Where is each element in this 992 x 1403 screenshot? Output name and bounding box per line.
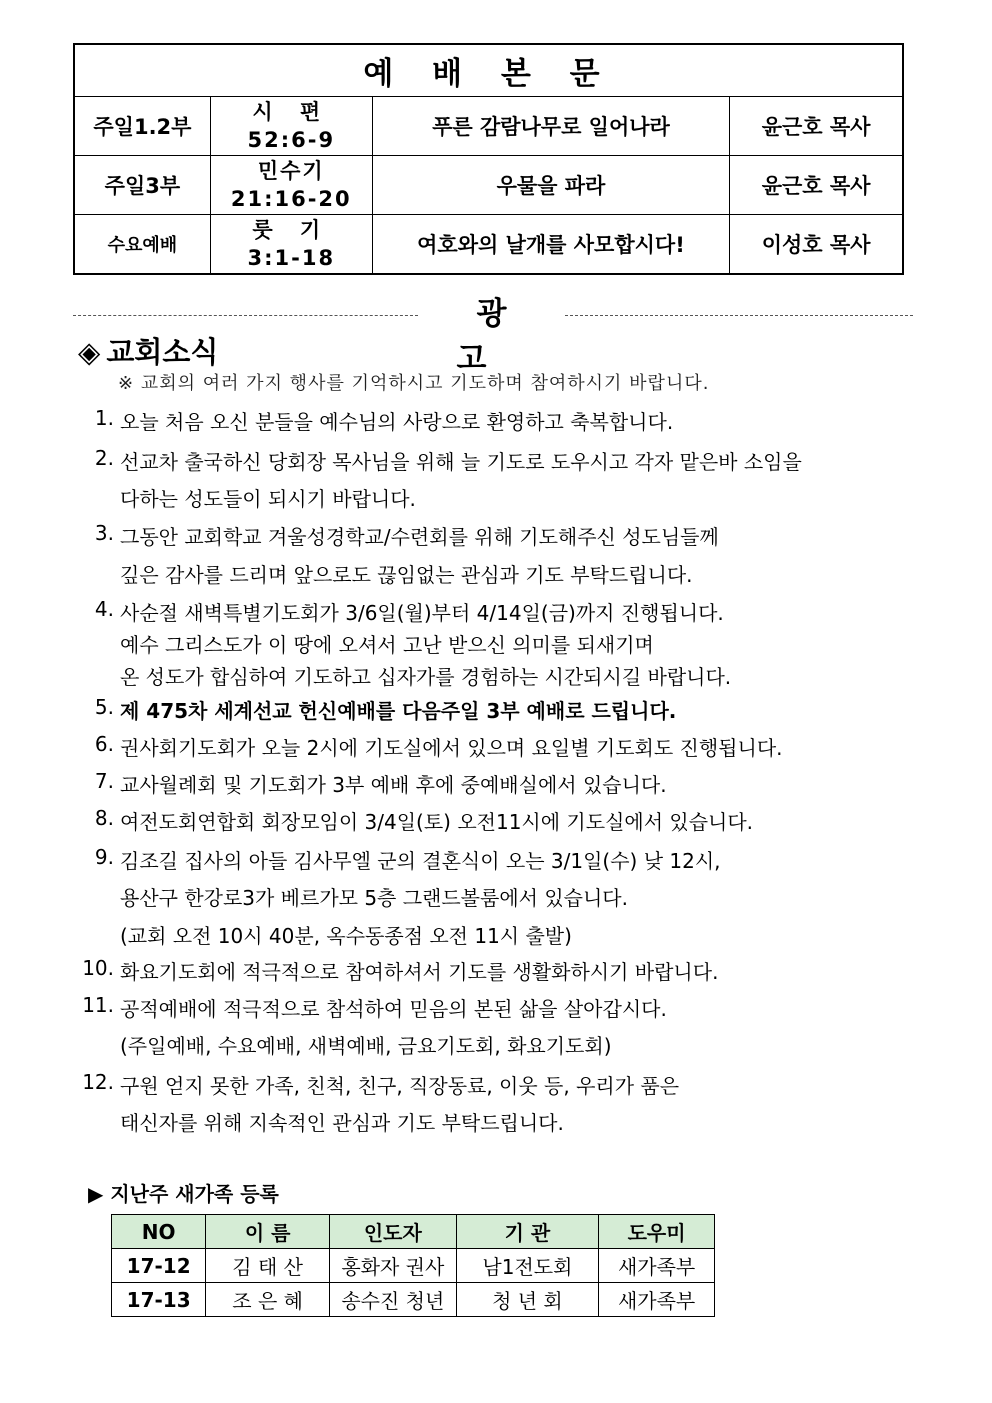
item-text: 그동안 교회학교 겨울성경학교/수련회를 위해 기도해주신 성도님들께 — [120, 525, 719, 549]
item-text: 예수 그리스도가 이 땅에 오셔서 고난 받으신 의미를 되새기며 — [120, 633, 654, 657]
item-number: 7. — [94, 769, 114, 793]
column-header: 기 관 — [456, 1215, 598, 1249]
table-row — [112, 1249, 715, 1283]
sermon-title: 우물을 파라 — [372, 156, 729, 215]
item-number: 6. — [94, 732, 114, 756]
item-number: 11. — [82, 993, 114, 1017]
item-text: 선교차 출국하신 당회장 목사님을 위해 늘 기도로 도우시고 각자 맡은바 소임을 — [120, 450, 802, 474]
worship-row — [74, 215, 903, 275]
new-family-title: ▶ 지난주 새가족 등록 — [88, 1182, 279, 1206]
announcement-title: 광 고 — [456, 296, 547, 377]
column-header: NO — [112, 1215, 206, 1249]
scripture — [210, 156, 372, 215]
item-text: 태신자를 위해 지속적인 관심과 기도 부탁드립니다. — [120, 1111, 564, 1135]
worship-table — [73, 43, 904, 275]
item-text: 오늘 처음 오신 분들을 예수님의 사랑으로 환영하고 축복합니다. — [120, 410, 674, 434]
service-name: 주일3부 — [74, 156, 210, 215]
item-text: 권사회기도회가 오늘 2시에 기도실에서 있으며 요일별 기도회도 진행됩니다. — [120, 736, 783, 760]
item-number: 12. — [82, 1070, 114, 1094]
item-text: (주일예배, 수요예배, 새벽예배, 금요기도회, 화요기도회) — [120, 1034, 612, 1058]
worship-row — [74, 156, 903, 215]
scripture-verse: 21:16-20 — [230, 187, 352, 211]
table-cell: 17-13 — [112, 1283, 206, 1317]
item-text: (교회 오전 10시 40분, 옥수동종점 오전 11시 출발) — [120, 924, 572, 948]
item-number: 2. — [94, 446, 114, 470]
service-name: 수요예배 — [74, 215, 210, 275]
new-family-table — [111, 1214, 715, 1317]
scripture — [210, 215, 372, 275]
divider — [565, 315, 913, 316]
column-header: 이 름 — [206, 1215, 330, 1249]
item-number: 4. — [94, 597, 114, 621]
item-text: 김조길 집사의 아들 김사무엘 군의 결혼식이 오는 3/1일(수) 낮 12시, — [120, 849, 721, 873]
divider — [73, 315, 418, 316]
table-cell: 홍화자 권사 — [330, 1249, 457, 1283]
table-cell: 청 년 회 — [456, 1283, 598, 1317]
item-text: 공적예배에 적극적으로 참석하여 믿음의 본된 삶을 살아갑시다. — [120, 997, 667, 1021]
table-cell: 조 은 혜 — [206, 1283, 330, 1317]
scripture-verse: 52:6-9 — [247, 128, 336, 152]
item-text: 화요기도회에 적극적으로 참여하셔서 기도를 생활화하시기 바랍니다. — [120, 960, 719, 984]
scripture-book: 민수기 — [257, 159, 325, 183]
item-text: 깊은 감사를 드리며 앞으로도 끊임없는 관심과 기도 부탁드립니다. — [120, 563, 693, 587]
item-number: 8. — [94, 806, 114, 830]
item-text: 사순절 새벽특별기도회가 3/6일(월)부터 4/14일(금)까지 진행됩니다. — [120, 601, 724, 625]
scripture — [210, 97, 372, 156]
item-text: 다하는 성도들이 되시기 바랍니다. — [120, 487, 416, 511]
table-row — [112, 1283, 715, 1317]
item-number: 3. — [94, 521, 114, 545]
item-text: 용산구 한강로3가 베르가모 5층 그랜드볼룸에서 있습니다. — [120, 886, 628, 910]
service-name: 주일1.2부 — [74, 97, 210, 156]
scripture-verse: 3:1-18 — [247, 246, 336, 270]
preacher: 윤근호 목사 — [730, 97, 903, 156]
table-cell: 새가족부 — [599, 1249, 715, 1283]
section-title — [78, 330, 218, 371]
item-text: 여전도회연합회 회장모임이 3/4일(토) 오전11시에 기도실에서 있습니다. — [120, 810, 754, 834]
table-cell: 17-12 — [112, 1249, 206, 1283]
scripture-book: 시 편 — [252, 100, 331, 124]
table-cell: 송수진 청년 — [330, 1283, 457, 1317]
section-note: ※ 교회의 여러 가지 행사를 기억하시고 기도하며 참여하시기 바랍니다. — [118, 373, 710, 394]
scripture-book: 룻 기 — [252, 218, 331, 242]
diamond-icon: ◈ — [78, 335, 101, 369]
item-text: 구원 얻지 못한 가족, 친척, 친구, 직장동료, 이웃 등, 우리가 품은 — [120, 1074, 680, 1098]
item-number: 10. — [82, 956, 114, 980]
table-cell: 새가족부 — [599, 1283, 715, 1317]
sermon-title: 여호와의 날개를 사모합시다! — [372, 215, 729, 275]
worship-row — [74, 97, 903, 156]
item-number: 5. — [94, 695, 114, 719]
item-number: 1. — [94, 406, 114, 430]
sermon-title: 푸른 감람나무로 일어나라 — [372, 97, 729, 156]
table-header-row — [112, 1215, 715, 1249]
table-cell: 남1전도회 — [456, 1249, 598, 1283]
worship-title: 예 배 본 문 — [74, 44, 903, 97]
item-text: 제 475차 세계선교 헌신예배를 다음주일 3부 예배로 드립니다. — [120, 699, 677, 723]
preacher: 윤근호 목사 — [730, 156, 903, 215]
item-text: 교사월례회 및 기도회가 3부 예배 후에 중예배실에서 있습니다. — [120, 773, 667, 797]
column-header: 도우미 — [599, 1215, 715, 1249]
item-number: 9. — [94, 845, 114, 869]
table-cell: 김 태 산 — [206, 1249, 330, 1283]
item-text: 온 성도가 합심하여 기도하고 십자가를 경험하는 시간되시길 바랍니다. — [120, 665, 732, 689]
section-title-text: 교회소식 — [106, 335, 219, 369]
preacher: 이성호 목사 — [730, 215, 903, 275]
column-header: 인도자 — [330, 1215, 457, 1249]
